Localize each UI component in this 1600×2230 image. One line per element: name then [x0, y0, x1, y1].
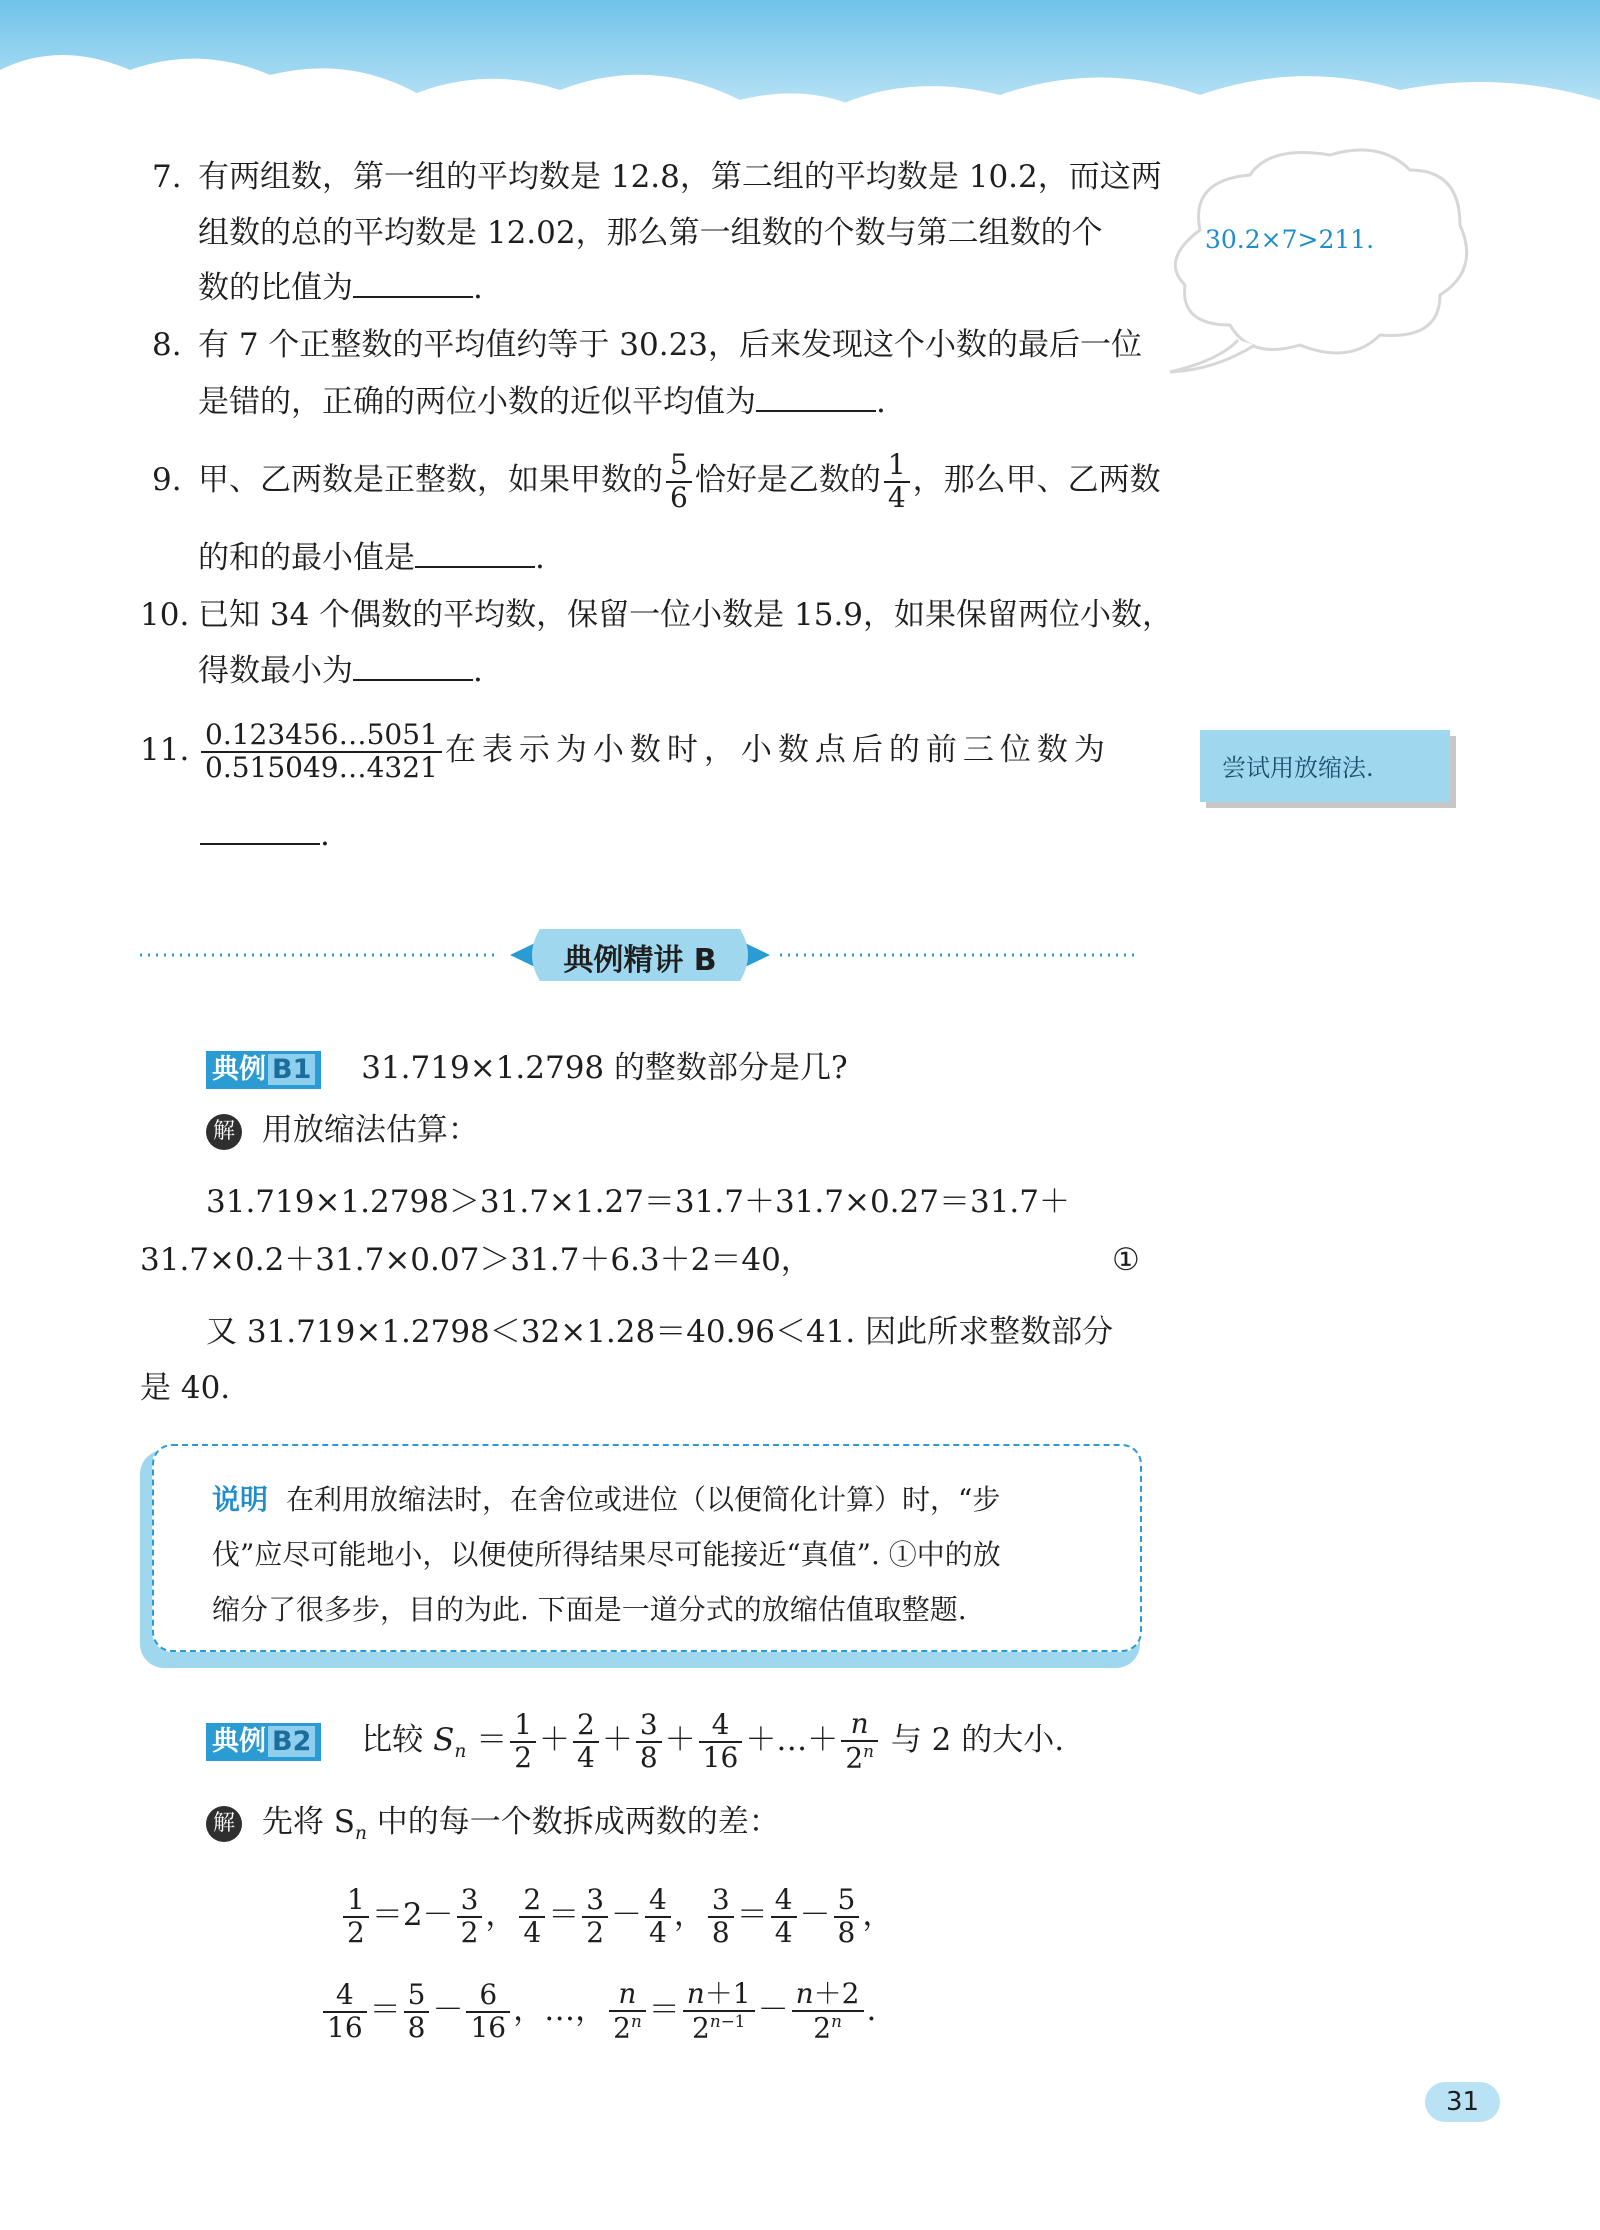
problem-8-line-1: 有 7 个正整数的平均值约等于 30.23，后来发现这个小数的最后一位	[198, 327, 1143, 363]
problem-7-line-2: 组数的总的平均数是 12.02，那么第一组数的个数与第二组数的个	[198, 215, 1103, 251]
solution-line-4: 是 40.	[140, 1370, 231, 1406]
fraction-large: $\frac{0.123456\dots 5051}{0.515049\dots 4321}$	[201, 720, 442, 784]
b2-formula: ＝ $\frac{1}{2}$ ＋ $\frac{2}{4}$ ＋ $\frac{3}{8}$ ＋ $\frac{4}{16}$ ＋…＋ $\frac{n}{2^n}$	[476, 1722, 881, 1758]
fraction-five-sixths: $\frac{5}{6}$	[666, 450, 692, 514]
problem-10-line-1: 已知 34 个偶数的平均数，保留一位小数是 15.9，如果保留两位小数，	[198, 597, 1174, 633]
sky-banner	[0, 0, 1600, 130]
example-question: 31.719×1.2798 的整数部分是几?	[361, 1050, 848, 1086]
problem-number: 8.	[152, 327, 182, 363]
equation-mark: ①	[1112, 1242, 1140, 1278]
solution-line-3: 又 31.719×1.2798＜32×1.28＝40.96＜41. 因此所求整数部分	[206, 1314, 1114, 1350]
problem-8-line-2: 是错的，正确的两位小数的近似平均值为 .	[198, 384, 886, 420]
answer-blank[interactable]	[200, 815, 320, 845]
problem-9-line-2: 的和的最小值是 .	[198, 540, 545, 576]
page-number-badge	[1425, 2082, 1500, 2122]
solution-line-2: 31.7×0.2＋31.7×0.07＞31.7＋6.3＋2＝40，	[140, 1242, 812, 1278]
solution-line-1: 31.719×1.2798＞31.7×1.27＝31.7＋31.7×0.27＝31.7＋	[206, 1184, 1071, 1220]
section-title: 典例精讲 B	[563, 943, 717, 978]
problem-number: 7.	[152, 159, 182, 195]
cloud-text: 30.2×7>211.	[1205, 225, 1375, 254]
page-number: 31	[1445, 2087, 1480, 2117]
solution-icon: 解	[206, 1114, 242, 1150]
solution-icon: 解	[206, 1806, 242, 1842]
problem-11-line-1: $\frac{0.123456\dots 5051}{0.515049\dots 4321}$ 在表示为小数时，小数点后的前三位数为	[198, 710, 1111, 790]
example-b2-header: 典例 B2 比较 $S_n$ ＝ $\frac{1}{2}$ ＋ $\frac{2}{4}$ ＋ $\frac{3}{8}$ ＋ $\frac{4}{16}$ ＋…＋ $\frac{n}{2^n}$ 与 2 的大小.	[206, 1700, 1064, 1792]
answer-blank[interactable]	[415, 538, 535, 568]
decomposition-line-1: $\frac{1}{2}$ ＝2－ $\frac{3}{2}$ ， $\frac{2}{4}$ ＝ $\frac{3}{2}$ － $\frac{4}{4}$ ， $\frac{3}{8}$ ＝ $\frac{4}{4}$ － $\frac{5}{8}$ ，	[340, 1875, 893, 1955]
problem-10-line-2: 得数最小为 .	[198, 653, 483, 689]
example-tag: 典例 B1	[206, 1051, 321, 1089]
note-label: 说明	[212, 1483, 269, 1516]
fraction-one-quarter: $\frac{1}{4}$	[884, 450, 910, 514]
problem-number: 11.	[140, 732, 190, 768]
problem-7-line-3: 数的比值为 .	[198, 270, 483, 306]
hint-text: 尝试用放缩法.	[1222, 754, 1374, 782]
problem-number: 10.	[140, 597, 190, 633]
thought-cloud	[1160, 140, 1480, 380]
problem-9-line-1: 甲、乙两数是正整数，如果甲数的 $\frac{5}{6}$ 恰好是乙数的 $\frac{1}{4}$ ，那么甲、乙两数	[198, 447, 1161, 514]
problem-number: 9.	[152, 462, 182, 498]
example-b1-header	[206, 1048, 848, 1089]
problem-7	[152, 157, 182, 197]
decomposition-line-2: $\frac{4}{16}$ ＝ $\frac{5}{8}$ － $\frac{6}{16}$ ，…， $\frac{n}{2^n}$ ＝ $\frac{n+1}{2^{n-1}}$ － $\frac{n+2}{2^n}$ .	[320, 1970, 876, 2050]
answer-blank[interactable]	[353, 268, 473, 298]
problem-7-line-1: 有两组数，第一组的平均数是 12.8，第二组的平均数是 10.2，而这两	[198, 159, 1162, 195]
example-tag: 典例 B2	[206, 1723, 321, 1761]
solution-b2-intro: 解 先将 $S_n$ 中的每一个数拆成两数的差：	[206, 1802, 780, 1854]
compare-label: 比较	[361, 1722, 424, 1758]
answer-blank[interactable]	[353, 651, 473, 681]
note-text: 说明 在利用放缩法时，在舍位或进位（以便简化计算）时，“步 伐”应尽可能地小，以便使所得结果尽可能接近“真值”. ①中的放 缩分了很多步，目的为此. 下面是一道分式的放缩估值取整题.	[212, 1483, 1001, 1626]
hint-tag	[1200, 730, 1450, 802]
problem-11-line-2: .	[200, 815, 330, 855]
answer-blank[interactable]	[756, 382, 876, 412]
solution-intro: 解 用放缩法估算：	[206, 1110, 479, 1150]
